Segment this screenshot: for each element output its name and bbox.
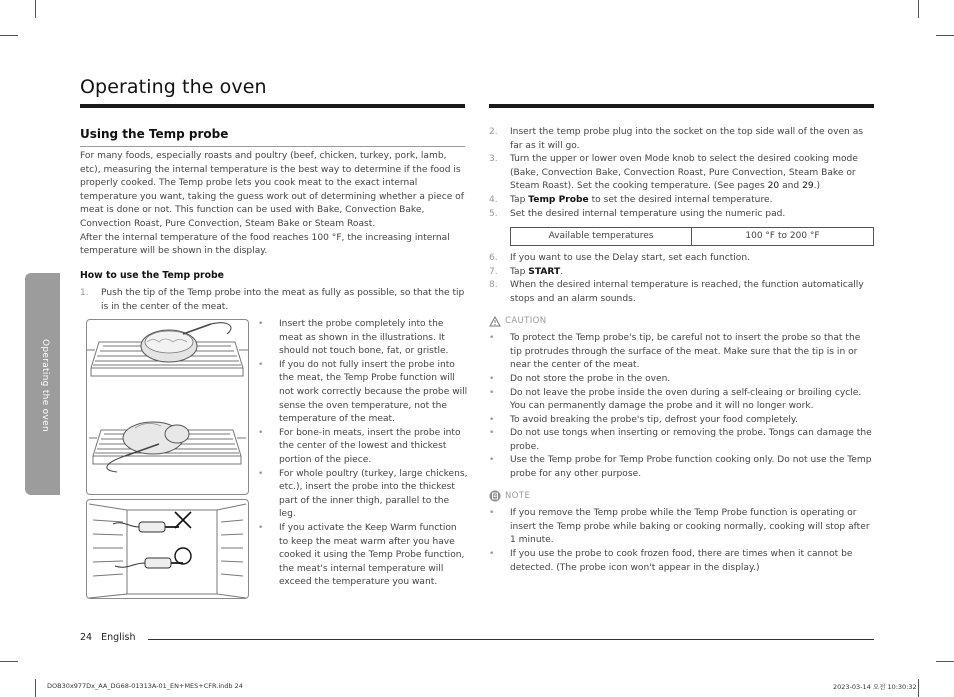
step-number: 5. — [489, 208, 498, 219]
side-tab-label: Operating the oven — [40, 338, 50, 432]
list-item: • Do not use tongs when inserting or removing the probe. Tongs can damage the probe. — [489, 427, 874, 454]
table-value-cell: 100 °F to 200 °F — [692, 228, 874, 246]
step-text: Insert the temp probe plug into the socket on the top side wall of the oven as far as it will go. — [510, 127, 864, 151]
step-number: 8. — [489, 280, 498, 291]
bullet-text: To avoid breaking the probe's tip, defrost your food completely. — [510, 414, 798, 425]
probe-insertion-illustration — [86, 319, 249, 495]
crop-mark — [35, 0, 36, 18]
how-to-heading: How to use the Temp probe — [80, 270, 224, 281]
list-item: • If you use the probe to cook frozen food, there are times when it cannot be detected. (The probe icon won't appear in the display.) — [489, 548, 874, 575]
list-item: • Insert the probe completely into the meat as shown in the illustrations. It should not touch bone, fat, or gristle. — [258, 318, 468, 359]
right-column — [489, 126, 874, 575]
step-number: 2. — [489, 127, 498, 137]
step-number: 4. — [489, 194, 498, 205]
footer-language: English — [101, 632, 136, 643]
step-8 — [489, 279, 874, 306]
step-5 — [489, 208, 874, 222]
bullet-text: If you remove the Temp probe while the Temp Probe function is operating or insert the Temp probe while baking or cooking normally, cooking will stop after 1 minute. — [510, 508, 870, 546]
imprint-date: 2023-03-14 오전 10:30:32 — [833, 683, 917, 691]
bullet-text: If you use the probe to cook frozen food, there are times when it cannot be detected. (The probe icon won't appear in the display.) — [510, 549, 853, 573]
step-4 — [489, 194, 874, 208]
step-text: Push the tip of the Temp probe into the meat as fully as possible, so that the tip is in the center of the meat. — [101, 288, 465, 312]
step-3 — [489, 153, 874, 194]
page-title: Operating the oven — [80, 76, 267, 98]
left-bullet-list — [258, 318, 468, 590]
bullet-text: If you activate the Keep Warm function to keep the meat warm after you have cooked it using the Temp Probe function, the meat's internal temperature will exceed the temperature you want. — [279, 522, 465, 588]
page-ref-link[interactable]: 20 — [767, 181, 780, 192]
step-text — [510, 194, 874, 208]
note-header — [489, 490, 874, 504]
list-item: • Do not leave the probe inside the oven during a self-cleaing or broiling cycle. You can permanently damage the probe and it will no longer work. — [489, 387, 874, 414]
step-number: 6. — [489, 253, 498, 264]
page-number: 24 — [80, 632, 93, 643]
list-item: • If you do not fully insert the probe into the meat, the Temp Probe function will not work correctly because the probe will sense the oven temperature, not the temperature of the meat. — [258, 359, 468, 427]
step-number: 3. — [489, 154, 498, 165]
step-number: 7. — [489, 266, 498, 277]
step-text-part: Tap — [510, 194, 529, 205]
crop-mark — [35, 679, 36, 697]
button-name: START — [528, 266, 561, 277]
crop-mark — [0, 35, 18, 36]
footer-rule — [148, 639, 874, 640]
step-2 — [489, 126, 874, 153]
list-item: • Do not store the probe in the oven. — [489, 373, 874, 387]
step-text-part: Turn the upper or lower oven Mode knob to select the desired cooking mode (Bake, Convection Bake, Convection Roast, Pure Convection, Steam Bake or Steam Roast). Set the cooking temperature. (See pages — [510, 154, 858, 192]
bullet-text: Do not store the probe in the oven. — [510, 373, 671, 384]
step-text: If you want to use the Delay start, set each function. — [510, 253, 751, 264]
caution-list — [489, 332, 874, 482]
note-list — [489, 507, 874, 575]
step-text — [510, 266, 874, 280]
meat-probe-illustration — [87, 320, 248, 494]
crop-mark — [0, 661, 18, 662]
list-item: • Use the Temp probe for Temp Probe function cooking only. Do not use the Temp probe for any other purpose. — [489, 454, 874, 481]
caution-label: CAUTION — [505, 315, 547, 326]
bullet-text: For bone-in meats, insert the probe into the center of the lowest and thickest portion of the piece. — [279, 427, 461, 465]
caution-header — [489, 315, 874, 329]
page-footer — [80, 632, 135, 643]
step-text-part: . — [560, 266, 564, 277]
section-title: Using the Temp probe — [80, 127, 229, 141]
intro-paragraph: After the internal temperature of the food reaches 100 °F, the increasing internal temperature will be shown in the display. — [80, 232, 450, 257]
page-ref-link[interactable]: 29 — [802, 181, 814, 192]
bullet-text: For whole poultry (turkey, large chickens, etc.), insert the probe into the thickest part of the inner thigh, parallel to the leg. — [279, 468, 468, 520]
crop-mark — [936, 35, 954, 36]
step-6 — [489, 252, 874, 266]
list-item: • To protect the Temp probe's tip, be careful not to insert the probe so that the tip protrudes through the surface of the meat. Make sure that the tip is in or near the center of the meat. — [489, 332, 874, 373]
crop-mark — [918, 679, 919, 697]
bullet-text: To protect the Temp probe's tip, be careful not to insert the probe so that the tip protrudes through the surface of the meat. Make sure that the tip is in or near the center of the meat. — [510, 333, 861, 371]
temperature-table — [510, 227, 874, 246]
bullet-text: Use the Temp probe for Temp Probe function cooking only. Do not use the Temp probe for any other purpose. — [510, 455, 872, 480]
list-item: • For whole poultry (turkey, large chickens, etc.), insert the probe into the thickest part of the inner thigh, parallel to the leg. — [258, 468, 468, 522]
warning-icon — [489, 316, 501, 327]
step-text-part: Tap — [510, 266, 529, 277]
step-text-part: .) — [813, 181, 821, 192]
step-1 — [80, 287, 465, 314]
note-label: NOTE — [505, 490, 531, 501]
step-text-part: to set the desired internal temperature. — [588, 194, 773, 205]
probe-position-illustration — [86, 499, 249, 599]
step-text: When the desired internal temperature is reached, the function automatically stops and an alarm sounds. — [510, 280, 864, 304]
intro-text — [80, 150, 465, 259]
list-item: • If you remove the Temp probe while the Temp Probe function is operating or insert the Temp probe while baking or cooking normally, cooking will stop after 1 minute. — [489, 507, 874, 548]
title-rule-left — [80, 104, 465, 108]
imprint-file: DOB30x977Dx_AA_DG68-01313A-01_EN+MES+CFR.indb 24 — [47, 682, 243, 690]
list-item: • If you activate the Keep Warm function to keep the meat warm after you have cooked it using the Temp Probe function, the meat's internal temperature will exceed the temperature you want. — [258, 522, 468, 590]
crop-mark — [918, 0, 919, 18]
section-rule — [80, 146, 465, 147]
list-item: • For bone-in meats, insert the probe into the center of the lowest and thickest portion of the piece. — [258, 427, 468, 468]
probe-position-diagram — [87, 500, 248, 598]
step-number: 1. — [80, 288, 89, 298]
bullet-text: Do not use tongs when inserting or removing the probe. Tongs can damage the probe. — [510, 428, 872, 452]
intro-paragraph: For many foods, especially roasts and poultry (beef, chicken, turkey, pork, lamb, etc), measuring the internal temperature is the best way to determine if the food is properly cooked. The Temp probe lets you cook meat to the exact internal temperature you want, taking the guess work out of determining whether a piece of meat is done or not. This function can be used with Bake, Convection Bake, Convection Roast, Pure Convection, Steam Bake or Steam Roast. — [80, 151, 464, 229]
bullet-text: If you do not fully insert the probe into the meat, the Temp Probe function will not work correctly because the probe will sense the oven temperature, not the temperature of the meat. — [279, 359, 468, 425]
step-text: Set the desired internal temperature using the numeric pad. — [510, 208, 786, 219]
step-text — [510, 153, 874, 194]
list-item: • To avoid breaking the probe's tip, defrost your food completely. — [489, 414, 874, 428]
step-text-part: and — [779, 181, 803, 192]
button-name: Temp Probe — [528, 194, 589, 205]
bullet-text: Do not leave the probe inside the oven during a self-cleaing or broiling cycle. You can permanently damage the probe and it will no longer work. — [510, 387, 862, 412]
step-7 — [489, 266, 874, 280]
title-rule-right — [489, 104, 874, 108]
note-icon — [489, 490, 501, 502]
table-label-cell: Available temperatures — [511, 228, 692, 246]
crop-mark — [936, 661, 954, 662]
bullet-text: Insert the probe completely into the meat as shown in the illustrations. It should not touch bone, fat, or gristle. — [279, 319, 449, 357]
